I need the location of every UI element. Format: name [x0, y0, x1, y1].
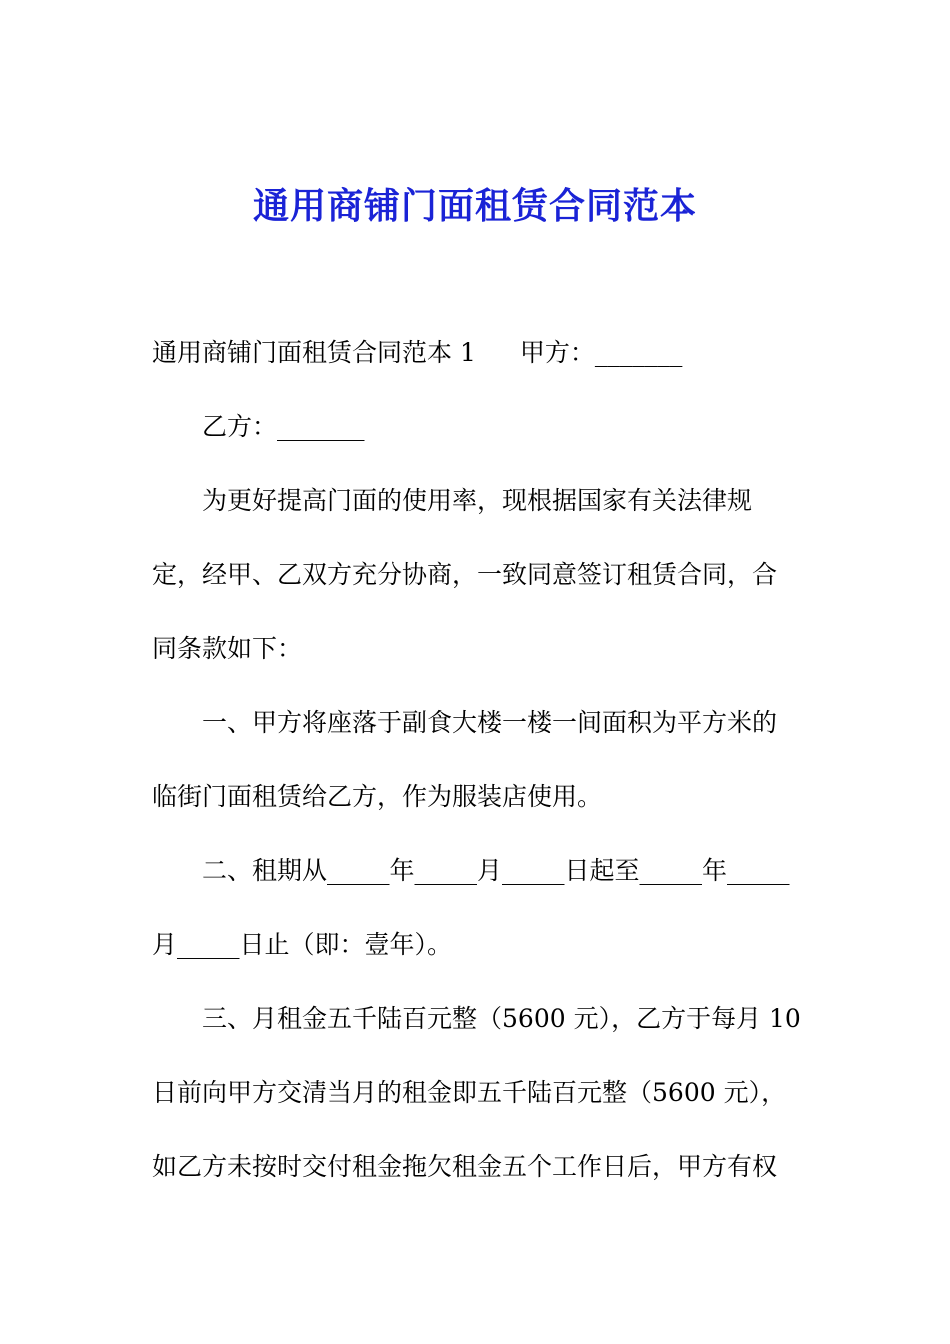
- party-b-field: 乙方：_______: [202, 412, 365, 441]
- contract-heading-line: [152, 338, 682, 368]
- contract-subtitle: 通用商铺门面租赁合同范本 1: [152, 338, 476, 367]
- paragraph-line: 为更好提高门面的使用率，现根据国家有关法律规: [202, 486, 753, 515]
- clause-one-line: 临街门面租赁给乙方，作为服装店使用。: [152, 782, 603, 811]
- clause-three-line: 三、月租金五千陆百元整（5600 元），乙方于每月 10: [202, 1004, 801, 1033]
- clause-three-line: 日前向甲方交清当月的租金即五千陆百元整（5600 元），: [152, 1078, 787, 1107]
- clause-two-line: 二、租期从_____年_____月_____日起至_____年_____: [202, 856, 790, 885]
- paragraph-line: 定，经甲、乙双方充分协商，一致同意签订租赁合同，合: [152, 560, 778, 589]
- clause-one-line: 一、甲方将座落于副食大楼一楼一间面积为平方米的: [202, 708, 778, 737]
- paragraph-line: 同条款如下：: [152, 634, 303, 663]
- clause-three-line: 如乙方未按时交付租金拖欠租金五个工作日后，甲方有权: [152, 1152, 778, 1181]
- party-a-field: 甲方：_______: [519, 338, 683, 367]
- document-title: 通用商铺门面租赁合同范本: [252, 185, 697, 227]
- clause-two-line: 月_____日止（即：壹年）。: [152, 930, 453, 959]
